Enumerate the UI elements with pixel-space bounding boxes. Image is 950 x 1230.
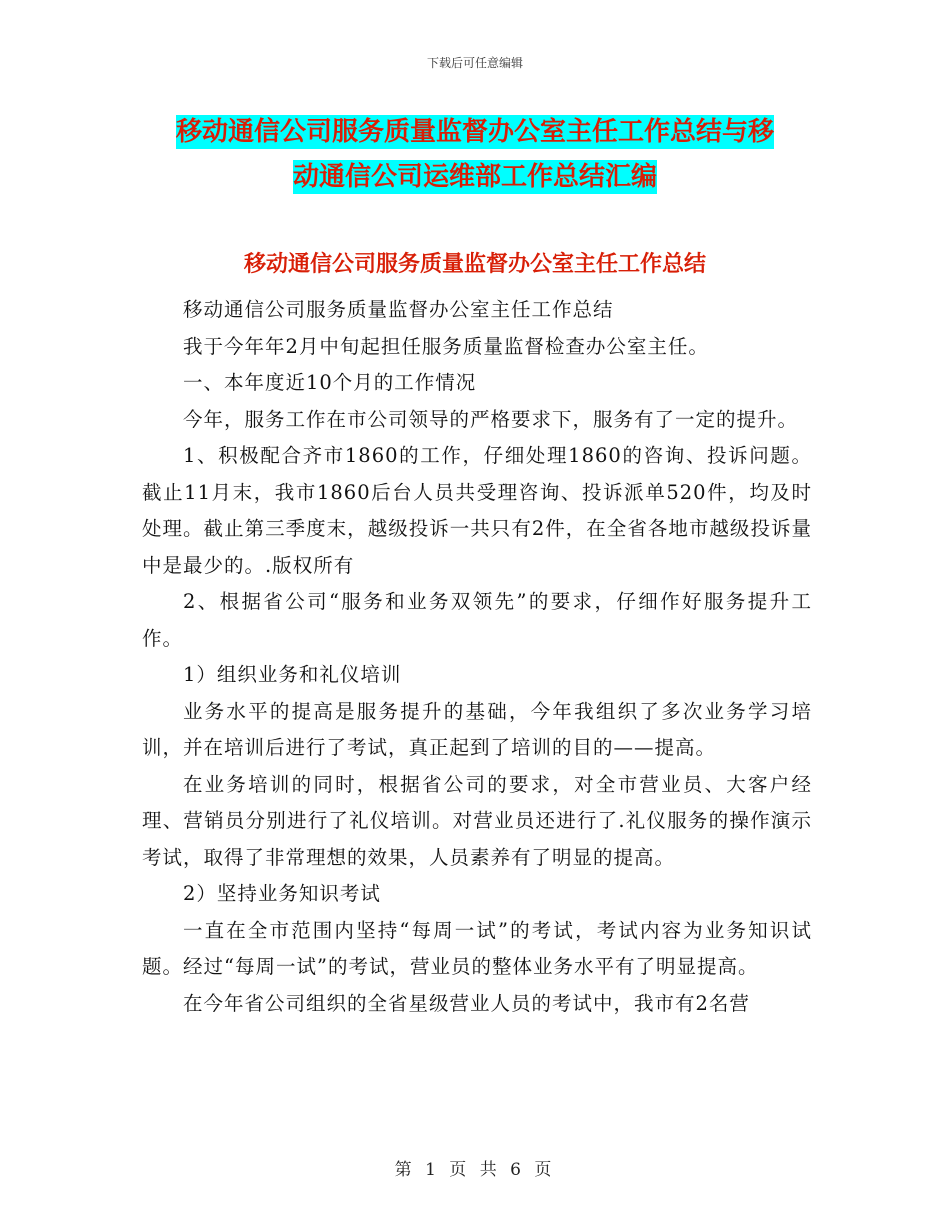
paragraph: 2）坚持业务知识考试 bbox=[182, 882, 381, 905]
paragraph: 一、本年度近10个月的工作情况 bbox=[182, 371, 477, 394]
document-body bbox=[142, 292, 812, 1022]
page-header-note: 下载后可任意编辑 bbox=[426, 56, 523, 70]
paragraph: 在业务培训的同时，根据省公司的要求，对全市营业员、大客户经理、营销员分别进行了礼仪培训。对营业员还进行了.礼仪服务的操作演示考试，取得了非常理想的效果，人员素养有了明显的提高。 bbox=[142, 772, 812, 869]
paragraph: 今年，服务工作在市公司领导的严格要求下，服务有了一定的提升。 bbox=[182, 407, 798, 431]
paragraph: 在今年省公司组织的全省星级营业人员的考试中，我市有2名营 bbox=[182, 991, 750, 1015]
paragraph: 2、根据省公司“服务和业务双领先”的要求，仔细作好服务提升工作。 bbox=[142, 590, 812, 650]
paragraph: 业务水平的提高是服务提升的基础，今年我组织了多次业务学习培训，并在培训后进行了考试，真正起到了培训的目的——提高。 bbox=[142, 699, 812, 759]
section-title: 移动通信公司服务质量监督办公室主任工作总结 bbox=[243, 252, 706, 277]
document-title-line-1: 移动通信公司服务质量监督办公室主任工作总结与移 bbox=[175, 117, 774, 147]
paragraph: 我于今年年2月中旬起担任服务质量监督检查办公室主任。 bbox=[182, 334, 709, 358]
paragraph: 1）组织业务和礼仪培训 bbox=[182, 663, 402, 686]
paragraph: 一直在全市范围内坚持“每周一试”的考试，考试内容为业务知识试题。经过“每周一试”的考试，营业员的整体业务水平有了明显提高。 bbox=[142, 918, 812, 978]
document-title-line-2: 动通信公司运维部工作总结汇编 bbox=[292, 162, 657, 192]
paragraph: 1、积极配合齐市1860的工作，仔细处理1860的咨询、投诉问题。截止11月末，我市1860后台人员共受理咨询、投诉派单520件，均及时处理。截止第三季度末，越级投诉一共只有2件，在全省各地市越级投诉量中是最少的。.版权所有 bbox=[142, 444, 812, 577]
paragraph: 移动通信公司服务质量监督办公室主任工作总结 bbox=[182, 298, 614, 321]
document-title bbox=[100, 110, 850, 200]
page-number-footer: 第 1 页 共 6 页 bbox=[394, 1160, 556, 1180]
